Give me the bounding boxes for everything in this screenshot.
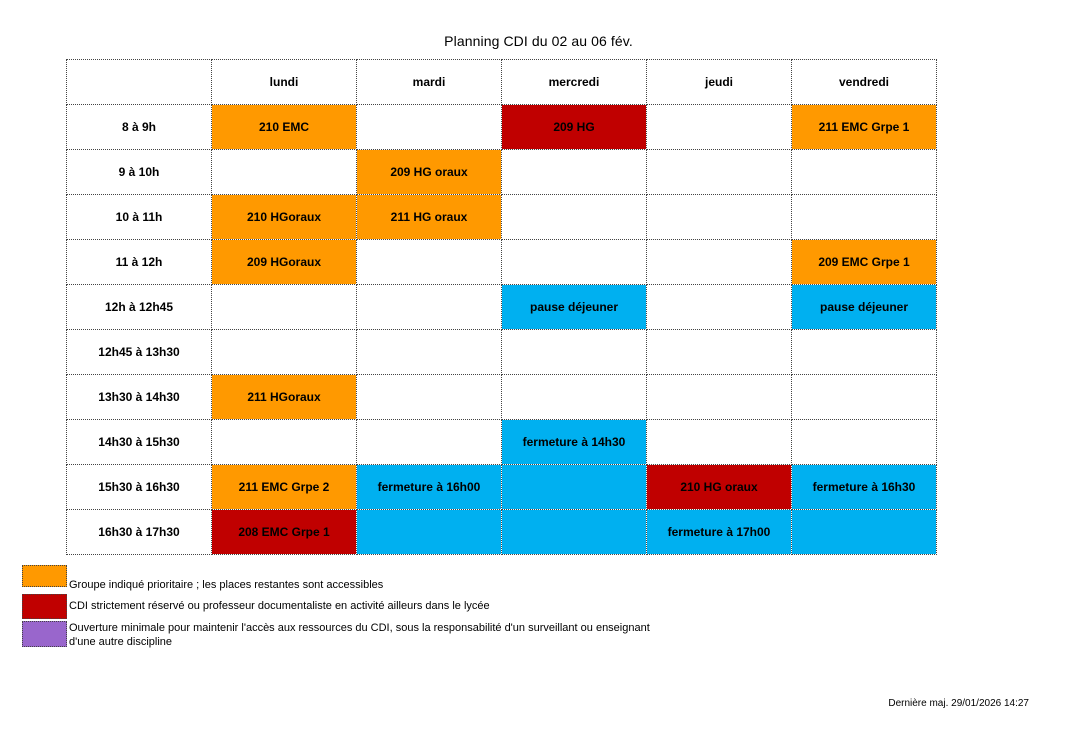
schedule-cell (792, 375, 937, 420)
time-slot-label: 10 à 11h (67, 195, 212, 240)
day-header-lundi: lundi (212, 60, 357, 105)
schedule-cell: fermeture à 17h00 (647, 510, 792, 555)
schedule-cell (502, 240, 647, 285)
schedule-cell (357, 510, 502, 555)
schedule-cell: 208 EMC Grpe 1 (212, 510, 357, 555)
schedule-cell (357, 240, 502, 285)
schedule-cell (647, 150, 792, 195)
corner-cell (67, 60, 212, 105)
schedule-cell: 209 HGoraux (212, 240, 357, 285)
schedule-cell: pause déjeuner (502, 285, 647, 330)
schedule-cell (792, 195, 937, 240)
schedule-cell (502, 195, 647, 240)
schedule-cell (647, 240, 792, 285)
schedule-row (67, 195, 937, 240)
schedule-cell (212, 150, 357, 195)
schedule-cell (502, 465, 647, 510)
schedule-cell (792, 330, 937, 375)
time-slot-label: 13h30 à 14h30 (67, 375, 212, 420)
time-slot-label: 12h à 12h45 (67, 285, 212, 330)
schedule-cell (647, 285, 792, 330)
legend-swatch-purple (22, 621, 67, 647)
schedule-cell: 211 EMC Grpe 1 (792, 105, 937, 150)
schedule-cell (357, 105, 502, 150)
day-header-mercredi: mercredi (502, 60, 647, 105)
schedule-row (67, 150, 937, 195)
schedule-cell (647, 375, 792, 420)
time-slot-label: 9 à 10h (67, 150, 212, 195)
schedule-cell (792, 150, 937, 195)
schedule-row (67, 240, 937, 285)
schedule-body (67, 105, 937, 555)
header-row (67, 60, 937, 105)
schedule-cell (212, 420, 357, 465)
schedule-row (67, 375, 937, 420)
schedule-cell (502, 150, 647, 195)
schedule-cell: 211 HG oraux (357, 195, 502, 240)
schedule-cell: 211 HGoraux (212, 375, 357, 420)
schedule-cell (502, 330, 647, 375)
schedule-row (67, 420, 937, 465)
time-slot-label: 8 à 9h (67, 105, 212, 150)
schedule-row (67, 285, 937, 330)
schedule-cell: 211 EMC Grpe 2 (212, 465, 357, 510)
day-header-jeudi: jeudi (647, 60, 792, 105)
schedule-row (67, 330, 937, 375)
schedule-cell (212, 285, 357, 330)
schedule-cell: 209 EMC Grpe 1 (792, 240, 937, 285)
schedule-cell (792, 420, 937, 465)
schedule-cell (357, 420, 502, 465)
day-header-vendredi: vendredi (792, 60, 937, 105)
schedule-cell (357, 285, 502, 330)
schedule-cell: fermeture à 14h30 (502, 420, 647, 465)
schedule-cell (357, 330, 502, 375)
schedule-cell (792, 510, 937, 555)
schedule-cell: 210 EMC (212, 105, 357, 150)
time-slot-label: 11 à 12h (67, 240, 212, 285)
schedule-cell: fermeture à 16h00 (357, 465, 502, 510)
last-update: Dernière maj. 29/01/2026 14:27 (888, 698, 1029, 709)
schedule-cell (647, 105, 792, 150)
legend-swatch-orange (22, 565, 67, 587)
schedule-table (66, 59, 937, 555)
page-title: Planning CDI du 02 au 06 fév. (444, 33, 633, 49)
schedule-cell (502, 510, 647, 555)
schedule-cell: fermeture à 16h30 (792, 465, 937, 510)
legend-text: Groupe indiqué prioritaire ; les places restantes sont accessibles (69, 579, 384, 591)
schedule-cell (357, 375, 502, 420)
schedule-cell: 210 HG oraux (647, 465, 792, 510)
schedule-cell (647, 195, 792, 240)
schedule-cell: pause déjeuner (792, 285, 937, 330)
schedule-cell: 209 HG (502, 105, 647, 150)
legend-text: Ouverture minimale pour maintenir l'accès aux ressources du CDI, sous la responsabilité d'un surveillant ou enseignant d'une autre discipline (69, 622, 650, 648)
schedule-row (67, 510, 937, 555)
time-slot-label: 14h30 à 15h30 (67, 420, 212, 465)
legend-text: CDI strictement réservé ou professeur documentaliste en activité ailleurs dans le lycée (69, 600, 490, 612)
schedule-cell: 210 HGoraux (212, 195, 357, 240)
time-slot-label: 16h30 à 17h30 (67, 510, 212, 555)
time-slot-label: 12h45 à 13h30 (67, 330, 212, 375)
day-header-mardi: mardi (357, 60, 502, 105)
schedule-cell (647, 420, 792, 465)
schedule-cell: 209 HG oraux (357, 150, 502, 195)
schedule-row (67, 105, 937, 150)
schedule-cell (502, 375, 647, 420)
schedule-row (67, 465, 937, 510)
time-slot-label: 15h30 à 16h30 (67, 465, 212, 510)
legend-swatch-red (22, 594, 67, 619)
schedule-cell (647, 330, 792, 375)
schedule-cell (212, 330, 357, 375)
